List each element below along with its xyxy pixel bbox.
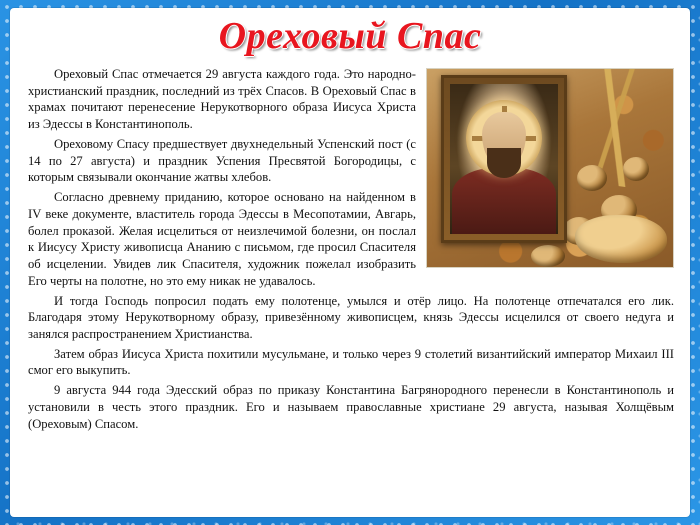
holiday-photo: [426, 68, 674, 268]
paragraph: Согласно древнему приданию, которое основано на найденном в IV веке документе, властитель города Эдессы в Месопотамии, Авгарь, болел проказой. Желая исцелиться от неизлечимой болезни, он послал к Иисусу Христу живописца Ананию с письмом, где просил Спасителя об исцелении. Увидев лик Спасителя, художник пожелал изобразить Его черты на полотне, но это ему никак не удавалось.: [28, 190, 416, 288]
paragraph: И тогда Господь попросил подать ему полотенце, умылся и отёр лицо. На полотенце отпечатался его лик. Благодаря этому Нерукотворному образу, привезённому живописцем, князь Эдессы исцелился от своего недуга и занялся распространением Христианства.: [28, 293, 674, 342]
page-title: Ореховый Спас: [218, 15, 482, 57]
paragraph: 9 августа 944 года Эдесский образ по приказу Константина Багрянородного перенесли в Константинополь и установили в честь этого праздник. Его и называем православные христиане 29 августа, называя Холщёвым (Ореховым) Спасом.: [28, 383, 674, 431]
walnut-icon: [531, 245, 565, 267]
paragraph: Затем образ Иисуса Христа похитили мусульмане, и только через 9 столетий византийский император Михаил III смог его выкупить.: [28, 346, 674, 378]
walnut-icon: [623, 157, 649, 181]
photo-alt-text: [427, 69, 428, 70]
paragraph: Ореховый Спас отмечается 29 августа каждого года. Это народно-христианский праздник, последний из трёх Спасов. В Ореховый Спас в храмах почитают перенесение Нерукотворного образа Иисуса Христа из Эдессы в Константинополь.: [28, 67, 416, 132]
paragraph: Ореховому Спасу предшествует двухнедельный Успенский пост (с 14 по 27 августа) и праздник Успения Пресвятой Богородицы, с которым связывали окончание жатвы хлебов.: [28, 136, 416, 185]
bread-loaf-icon: [575, 215, 667, 263]
beard-shape: [487, 148, 521, 178]
christ-icon: [450, 84, 558, 234]
content-card: [10, 8, 690, 517]
walnut-icon: [577, 165, 607, 191]
article-body: [28, 66, 674, 511]
icon-frame: [441, 75, 567, 243]
